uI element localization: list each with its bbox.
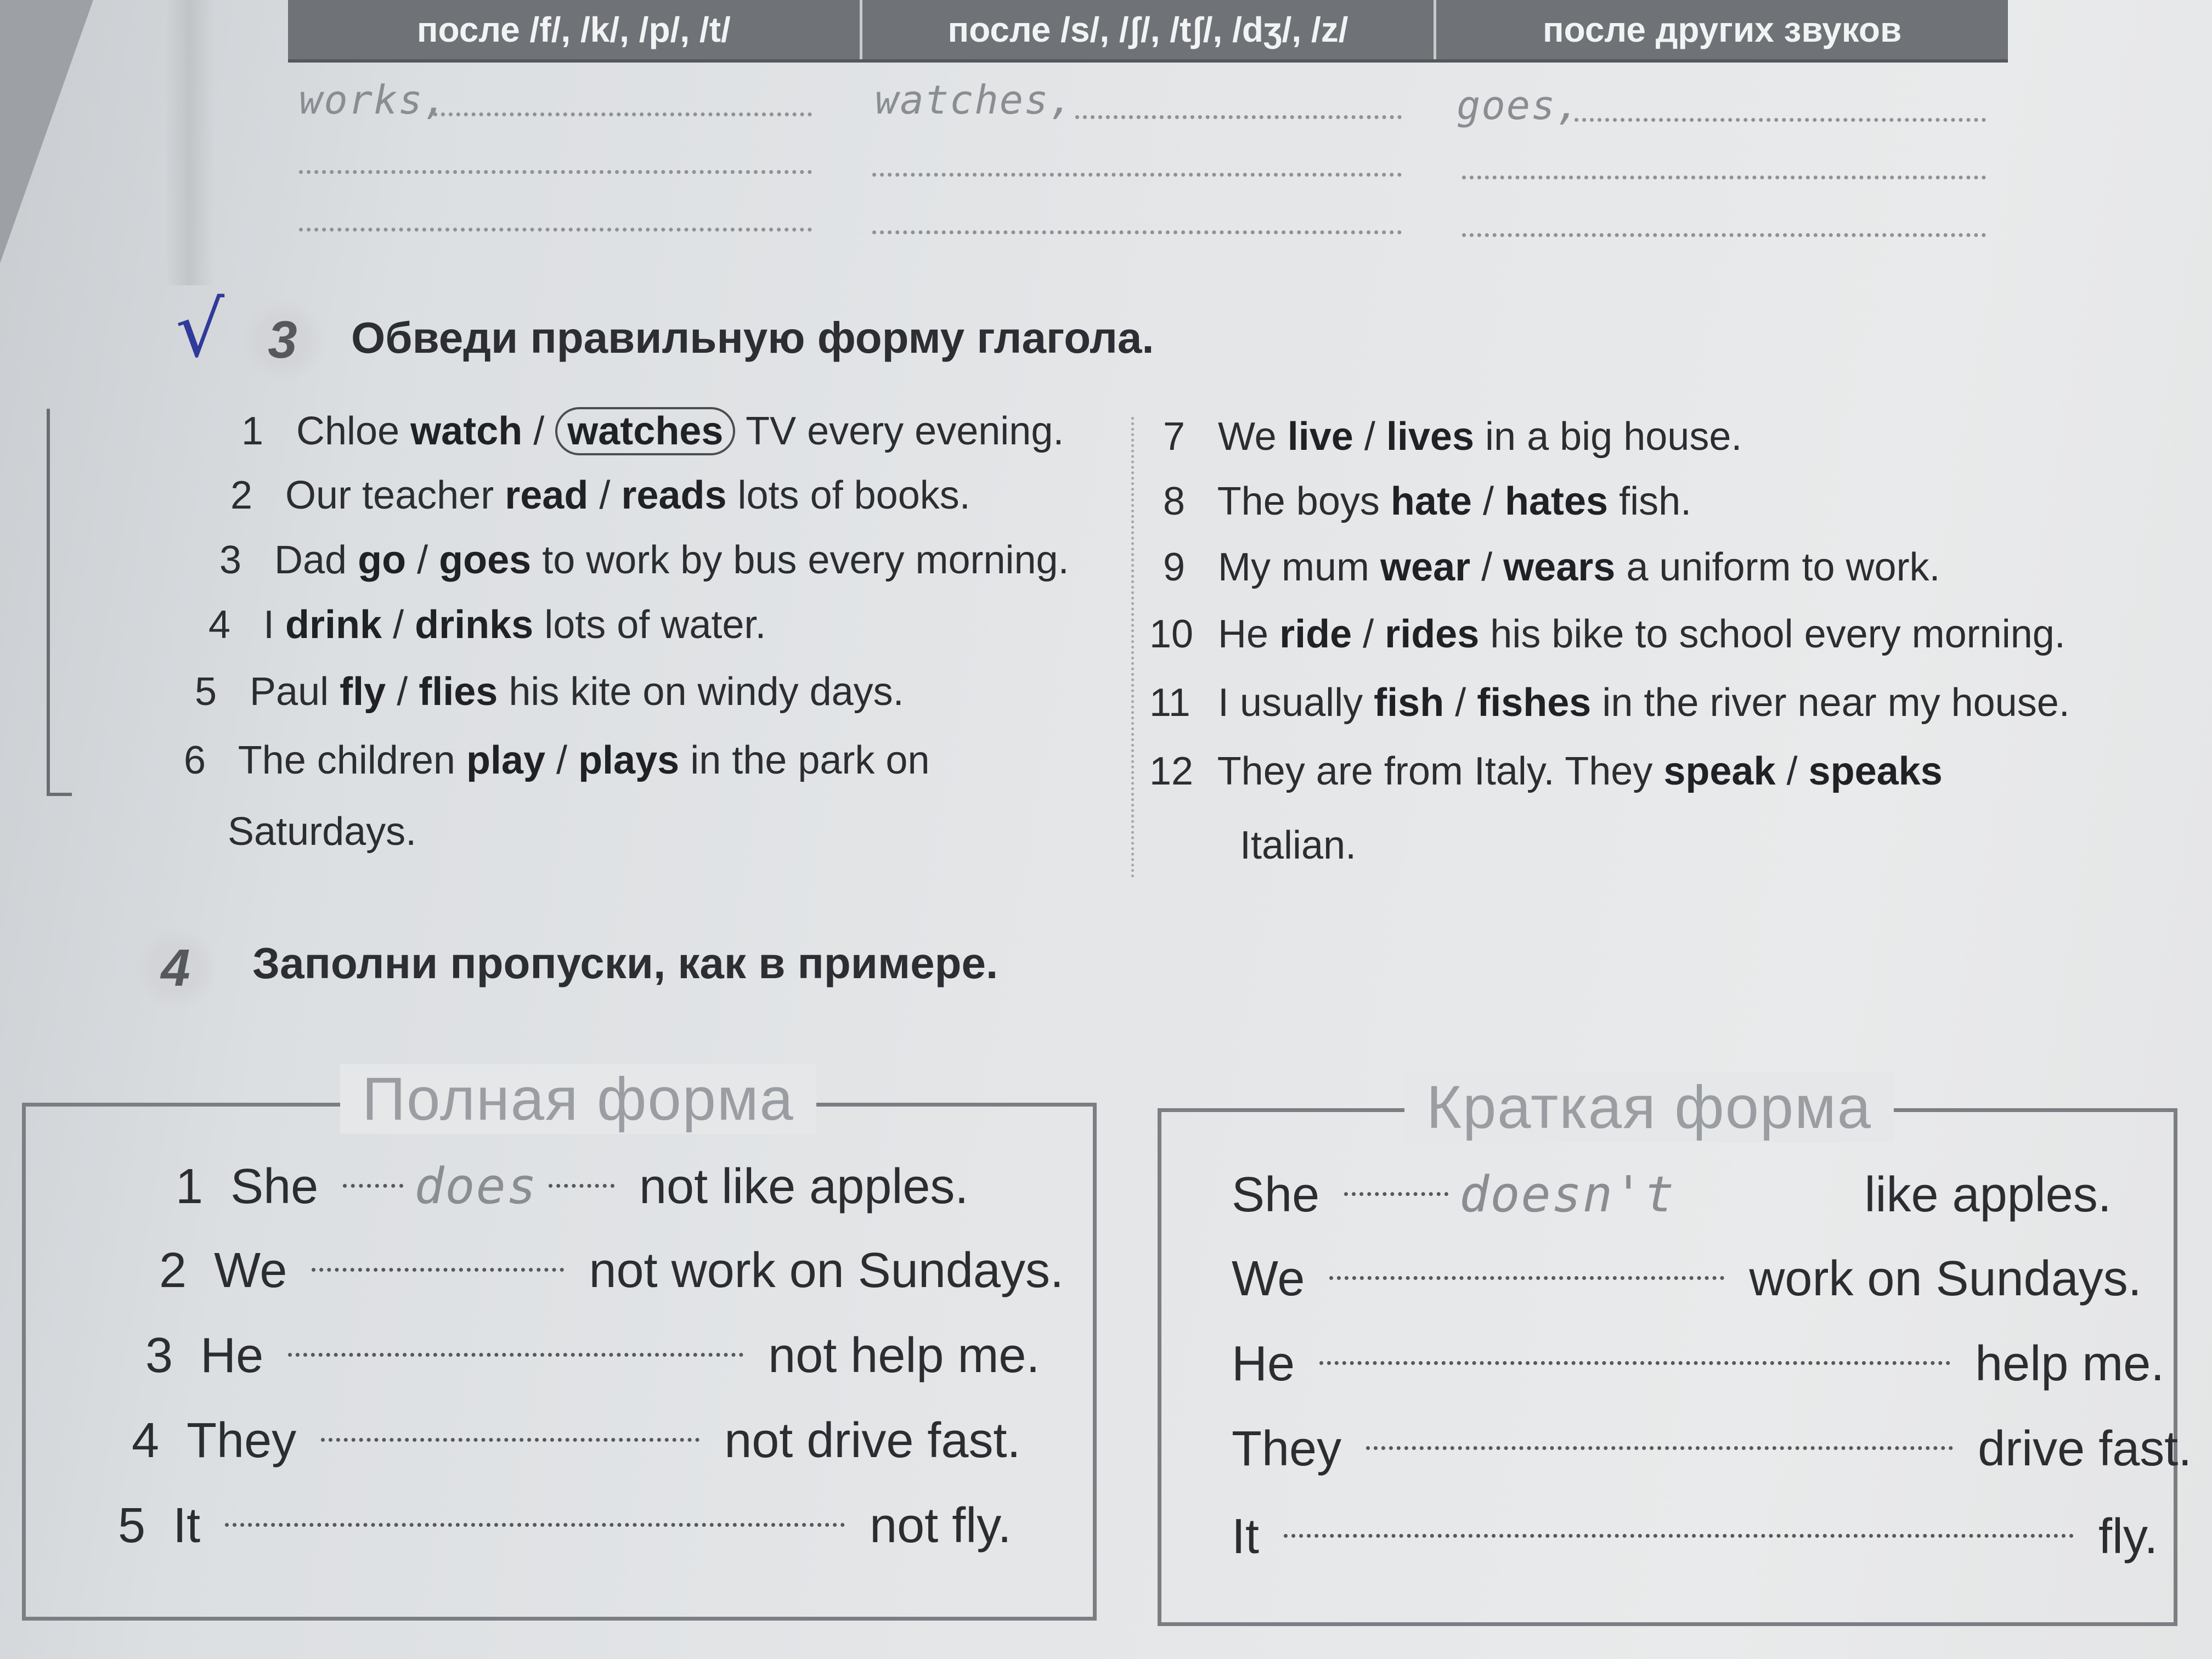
- answer-watches: watches,: [875, 77, 1074, 123]
- exercise-3-item-10: 10 He ride / rides his bike to school every morning.: [1149, 612, 2066, 656]
- header-col-sibilants: после /s/, /ʃ/, /tʃ/, /dʒ/, /z/: [862, 0, 1437, 59]
- short-row-2: We work on Sundays.: [1232, 1251, 2142, 1306]
- answer-blank[interactable]: [1366, 1446, 1953, 1450]
- exercise-3-item-5: 5 Paul fly / flies his kite on windy days.: [195, 670, 904, 714]
- dotted-line: [1462, 176, 1986, 179]
- full-form-label: Полная форма: [340, 1064, 816, 1134]
- background-corner: [0, 0, 93, 263]
- verb-option[interactable]: ride: [1279, 612, 1352, 656]
- circled-answer[interactable]: watches: [555, 407, 735, 455]
- short-row-5: It fly.: [1232, 1509, 2158, 1564]
- verb-option[interactable]: wear: [1380, 545, 1471, 589]
- verb-option[interactable]: rides: [1385, 612, 1480, 656]
- verb-option[interactable]: drink: [285, 603, 382, 647]
- page-shadow: [165, 0, 214, 285]
- answer-blank[interactable]: [1329, 1276, 1724, 1280]
- exercise-3-item-8: 8 The boys hate / hates fish.: [1163, 479, 1692, 523]
- exercise-3-item-12-cont: Italian.: [1240, 823, 1357, 867]
- verb-option[interactable]: read: [505, 473, 589, 517]
- exercise-3-item-1: 1 Chloe watch / watches TV every evening.: [241, 409, 1064, 454]
- verb-option[interactable]: hates: [1504, 479, 1609, 523]
- answer-doesnt: doesn't: [1459, 1166, 1675, 1223]
- verb-option[interactable]: wears: [1503, 545, 1616, 589]
- answer-blank[interactable]: [1284, 1534, 2074, 1538]
- exercise-3-number: 3: [241, 299, 324, 381]
- answer-does: does: [414, 1158, 538, 1215]
- verb-option[interactable]: hate: [1390, 479, 1472, 523]
- exercise-3-title: Обведи правильную форму глагола.: [351, 313, 1154, 362]
- answer-blank[interactable]: [312, 1268, 564, 1272]
- exercise-3-item-2: 2 Our teacher read / reads lots of books.: [230, 473, 970, 517]
- answer-blank[interactable]: [321, 1438, 699, 1442]
- verb-option[interactable]: lives: [1386, 415, 1475, 459]
- verb-option[interactable]: flies: [419, 670, 498, 714]
- full-row-3: 3 He not help me.: [145, 1328, 1040, 1383]
- verb-option[interactable]: speak: [1663, 749, 1776, 793]
- dotted-line: [872, 173, 1402, 177]
- answer-works: works,: [299, 77, 449, 123]
- verb-option[interactable]: go: [358, 538, 407, 582]
- dotted-line: [1462, 233, 1986, 237]
- dotted-line: [299, 170, 812, 174]
- full-row-5: 5 It not fly.: [118, 1498, 1012, 1553]
- full-row-1: 1 She does not like apples.: [176, 1158, 969, 1215]
- exercise-4-title: Заполни пропуски, как в примере.: [252, 939, 998, 988]
- exercise-3-item-4: 4 I drink / drinks lots of water.: [208, 603, 766, 647]
- verb-option[interactable]: live: [1287, 415, 1353, 459]
- exercise-3-item-7: 7 We live / lives in a big house.: [1163, 415, 1742, 459]
- verb-option[interactable]: fishes: [1477, 681, 1592, 725]
- answer-blank[interactable]: [1319, 1361, 1950, 1365]
- verb-option[interactable]: drinks: [415, 603, 534, 647]
- dotted-line: [1075, 115, 1402, 119]
- dotted-line: [872, 230, 1402, 234]
- dotted-line: [1575, 118, 1986, 122]
- verb-option[interactable]: fish: [1374, 681, 1444, 725]
- verb-option[interactable]: fly: [340, 670, 386, 714]
- exercise-3-item-12: 12 They are from Italy. They speak / speaks: [1149, 749, 1943, 793]
- verb-option[interactable]: goes: [439, 538, 532, 582]
- full-row-2: 2 We not work on Sundays.: [159, 1243, 1064, 1298]
- answer-goes: goes,: [1457, 82, 1581, 128]
- full-row-4: 4 They not drive fast.: [132, 1413, 1021, 1468]
- short-form-label: Краткая форма: [1404, 1073, 1894, 1142]
- dotted-line: [299, 228, 812, 232]
- answer-blank[interactable]: [225, 1523, 845, 1527]
- exercise-3-item-3: 3 Dad go / goes to work by bus every morning.: [219, 538, 1069, 582]
- verb-option[interactable]: plays: [578, 738, 680, 782]
- exercise-3-item-6: 6 The children play / plays in the park on: [184, 738, 930, 782]
- verb-option[interactable]: reads: [621, 473, 727, 517]
- verb-option[interactable]: play: [466, 738, 546, 782]
- answer-blank[interactable]: [288, 1353, 743, 1357]
- short-row-4: They drive fast.: [1232, 1421, 2192, 1476]
- header-col-fkpt: после /f/, /k/, /p/, /t/: [288, 0, 862, 59]
- exercise-4-number: 4: [134, 927, 217, 1009]
- dotted-line: [433, 112, 812, 116]
- header-col-other: после других звуков: [1543, 10, 1902, 49]
- short-row-3: He help me.: [1232, 1336, 2165, 1391]
- exercise-3-item-9: 9 My mum wear / wears a uniform to work.: [1163, 545, 1940, 589]
- short-row-1: She doesn't like apples.: [1232, 1166, 2112, 1223]
- check-mark-icon: √: [176, 285, 225, 375]
- exercise-3-item-6-cont: Saturdays.: [228, 810, 417, 854]
- sound-table-header: [288, 0, 2008, 63]
- column-divider: [1131, 417, 1134, 878]
- margin-bracket: [47, 409, 72, 796]
- verb-option[interactable]: speaks: [1808, 749, 1943, 793]
- exercise-3-item-11: 11 I usually fish / fishes in the river near my house.: [1149, 681, 2070, 725]
